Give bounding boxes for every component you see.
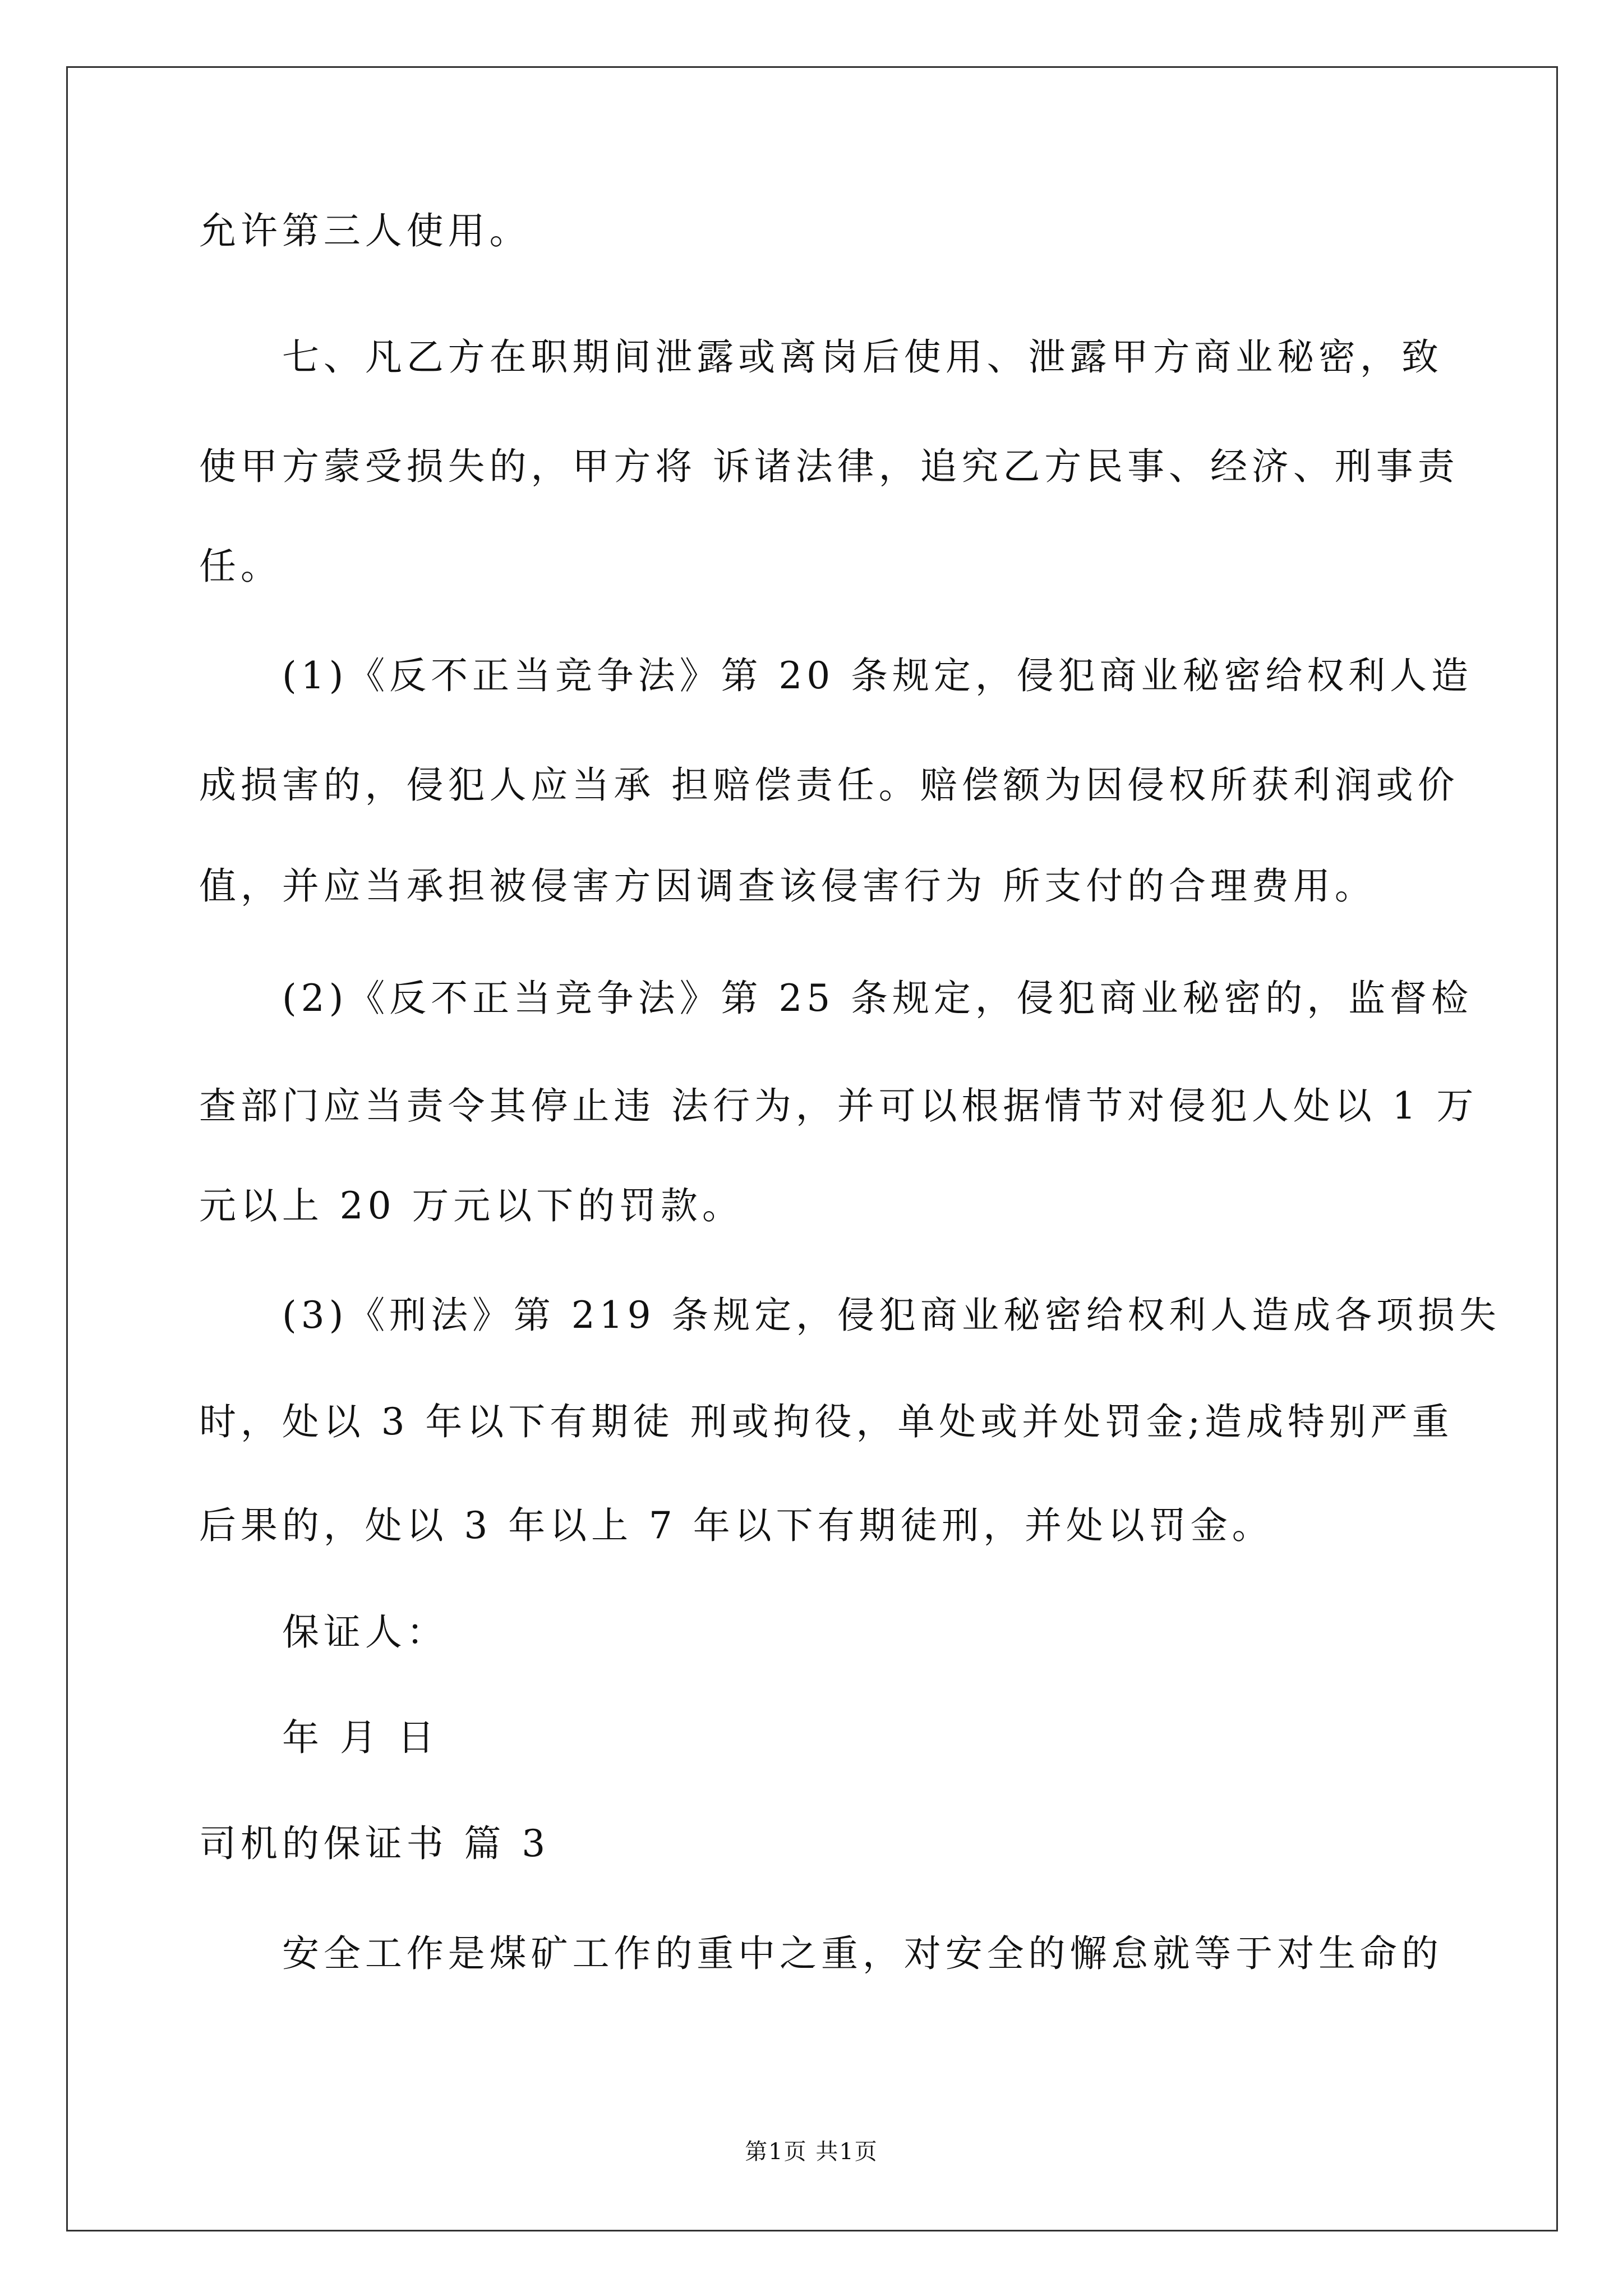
text-line: 后果的，处以 3 年以上 7 年以下有期徒刑，并处以罚金。 bbox=[199, 1504, 1274, 1547]
text-line: 元以上 20 万元以下的罚款。 bbox=[199, 1184, 744, 1227]
page-footer: 第1页 共1页 bbox=[745, 2139, 878, 2165]
text-line: 值，并应当承担被侵害方因调查该侵害行为 所支付的合理费用。 bbox=[199, 864, 1376, 908]
text-line: 成损害的，侵犯人应当承 担赔偿责任。赔偿额为因侵权所获利润或价 bbox=[199, 763, 1459, 807]
text-line: (2)《反不正当竞争法》第 25 条规定，侵犯商业秘密的，监督检 bbox=[282, 977, 1473, 1020]
text-line: 查部门应当责令其停止违 法行为，并可以根据情节对侵犯人处以 1 万 bbox=[199, 1084, 1478, 1128]
text-line: 任。 bbox=[199, 545, 282, 588]
text-line: 使甲方蒙受损失的，甲方将 诉诸法律，追究乙方民事、经济、刑事责 bbox=[199, 445, 1459, 488]
signature-label: 保证人： bbox=[282, 1611, 448, 1654]
text-line: (1)《反不正当竞争法》第 20 条规定，侵犯商业秘密给权利人造 bbox=[282, 654, 1473, 697]
text-line: (3)《刑法》第 219 条规定，侵犯商业秘密给权利人造成各项损失 bbox=[282, 1294, 1501, 1337]
date-placeholder: 年 月 日 bbox=[282, 1716, 439, 1759]
text-line: 七、凡乙方在职期间泄露或离岗后使用、泄露甲方商业秘密，致 bbox=[282, 335, 1443, 379]
page-border bbox=[66, 66, 1558, 2231]
section-heading: 司机的保证书 篇 3 bbox=[199, 1822, 550, 1865]
text-line: 安全工作是煤矿工作的重中之重，对安全的懈怠就等于对生命的 bbox=[282, 1932, 1443, 1975]
text-line: 允许第三人使用。 bbox=[199, 209, 531, 252]
text-line: 时，处以 3 年以下有期徒 刑或拘役，单处或并处罚金;造成特别严重 bbox=[199, 1400, 1454, 1443]
